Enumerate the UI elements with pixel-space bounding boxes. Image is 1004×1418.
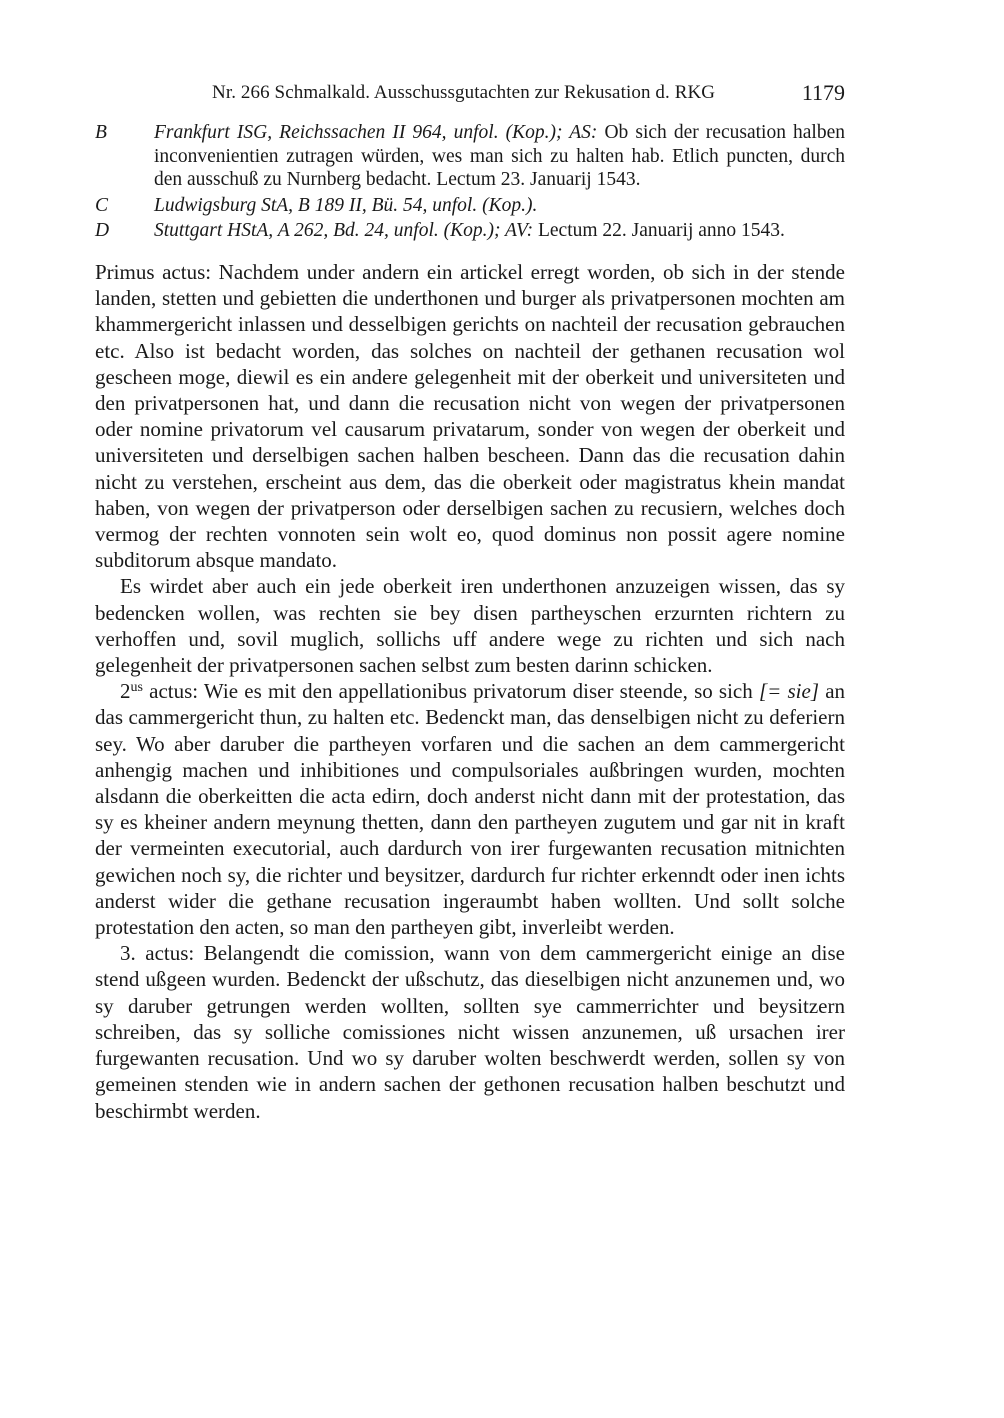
document-body [95,259,845,1124]
page-number: 1179 [801,80,845,105]
paragraph-primus-actus: Primus actus: Nachdem under andern ein artickel erregt worden, ob sich in der stende landen, stetten und gebietten die underthonen und burger als privatpersonen mochten am khammergericht inlassen und desselbigen gerichts on nachteil der recusation gebrauchen etc. Also ist bedacht worden, das solches on nachteil der gethanen recusation wol gescheen moge, diewil es ein andere gelegenheit mit der oberkeit und universiteten und den privatpersonen hat, und dann die recusation nicht von wegen der privatpersonen oder nomine privatorum vel causarum privatarum, sonder von wegen der oberkeit und universiteten und derselbigen sachen halben bescheen. Dann das die recusation dahin nicht zu verstehen, erscheint aus dem, das die oberkeit oder magistratus khein mandat haben, von wegen der privatperson oder derselbigen sachen zu recusiern, welches doch vermog der rechten vonnoten sein wolt eo, quod dominus non possit agere nomine subditorum absque mandato. [95,260,845,573]
source-reference: Frankfurt ISG, Reichssachen II 964, unfol. (Kop.); AS: [154,122,598,143]
paragraph-oberkeit: Es wirdet aber auch ein jede oberkeit iren underthonen anzuzeigen wissen, das sy bedencken wollen, was rechten sie bey disen partheyschen erzurnten richtern zu verhoffen und, sovil muglich, sollichs uff andere wege zu richten und sich nach gelegenheit der privatpersonen sachen selbst zum besten darinn schicken. [95,574,845,678]
source-note: Lectum 22. Januarij anno 1543. [533,220,785,241]
source-reference: Ludwigsburg StA, B 189 II, Bü. 54, unfol. (Kop.). [154,194,538,216]
paragraph-secundus-actus [95,678,845,940]
running-head [95,78,845,108]
running-title: Nr. 266 Schmalkald. Ausschussgutachten zur Rekusation d. RKG [212,82,716,103]
actus-number: 2 [120,679,131,704]
source-description [154,194,845,218]
source-note: Ob sich der recusation halben inconvenientien zutragen würden, wes man sich zu halten hab. Etlich puncten, durch den ausschuß zu Nurnberg bedacht. Lectum 23. Januarij 1543. [154,122,845,190]
source-description [154,121,845,192]
superscript: us [130,680,143,696]
paragraph-text: actus: Wie es mit den appellationibus privatorum diser steende, so sich [142,679,759,704]
source-entry [95,219,845,243]
source-apparatus [95,121,845,245]
source-entry [95,194,845,218]
paragraph-tertius-actus: 3. actus: Belangendt die comission, wann von dem cammergericht einige an dise stend ußgeen wurden. Bedenckt der ußschutz, das dieselbigen nicht anzunemen und, wo sy daruber getrungen werden wollten, sollten sye cammerrichter und beysitzern schreiben, das sy solliche comissiones nicht wissen anzunemen, uß ursachen irer furgewanten recusation. Und wo sy daruber wolten beschwerdt werden, sollen sy von gemeinen stenden wie in andern sachen der gethonen recusation halben beschutzt und beschirmbt werden. [95,941,845,1123]
source-reference: Stuttgart HStA, A 262, Bd. 24, unfol. (Kop.); AV: [154,220,534,241]
source-siglum: D [95,220,110,241]
source-siglum: C [95,194,109,216]
editorial-note: [= sie] [758,679,819,704]
source-description [154,219,845,243]
source-siglum: B [95,122,107,143]
source-entry [95,121,845,192]
paragraph-text: an das cammergericht thun, zu halten etc. Bedenckt man, das denselbigen nicht zu deferiern sey. Wo aber daruber die partheyen vorfaren und die sachen an dem cammergericht anhengig machen und inhibitiones und compulsoriales außbringen wurden, mochten alsdann die oberkeitten die acta edirn, doch anderst nicht dann mit der protestation, das sy es kheiner andern meynung thetten, dann den partheyen zugutem und gar nit in kraft der vermeinten executorial, auch dardurch von irer furgewanten recusation mitnichten gewichen noch sy, die richter und beysitzer, dardurch fur richter erkenndt oder inen ichts anderst wider die gethane recusation ingeraumbt haben wollten. Und sollt solche protestation den acten, so man den partheyen gibt, inverleibt werden. [95,679,846,940]
